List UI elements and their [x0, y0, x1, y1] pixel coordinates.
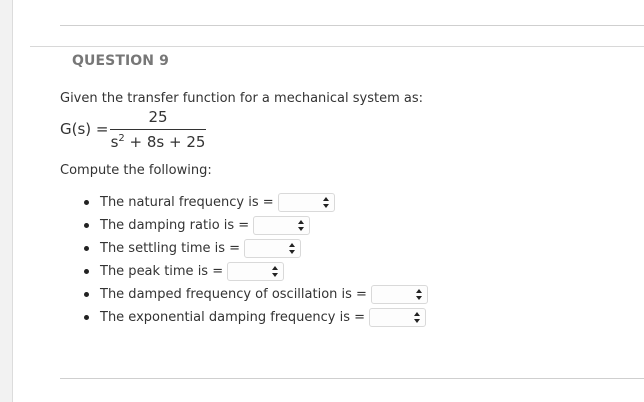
list-item: [84, 191, 428, 214]
formula-fraction: [110, 108, 206, 151]
updown-caret-icon: [323, 197, 329, 208]
item-label: The damping ratio is =: [100, 218, 250, 233]
question-intro: Given the transfer function for a mechanical system as:: [60, 91, 424, 106]
top-divider: [60, 25, 644, 26]
bullet-icon: [84, 315, 89, 320]
updown-caret-icon: [289, 243, 295, 254]
left-gutter: [0, 0, 12, 402]
formula-lhs: G(s) =: [60, 120, 109, 138]
list-item: [84, 283, 428, 306]
updown-caret-icon: [298, 220, 304, 231]
item-label: The exponential damping frequency is =: [100, 310, 365, 325]
peak-time-select[interactable]: [227, 262, 284, 281]
list-item: [84, 237, 428, 260]
bullet-icon: [84, 246, 89, 251]
updown-caret-icon: [272, 266, 278, 277]
list-item: [84, 260, 428, 283]
bottom-divider: [60, 378, 644, 379]
bullet-icon: [84, 223, 89, 228]
formula-denominator: [110, 133, 206, 151]
header-divider: [30, 46, 644, 47]
answer-list: [84, 191, 428, 329]
settling-time-select[interactable]: [244, 239, 301, 258]
exponential-damping-frequency-select[interactable]: [369, 308, 426, 327]
bullet-icon: [84, 200, 89, 205]
natural-frequency-select[interactable]: [278, 193, 335, 212]
den-rest: + 8s + 25: [129, 133, 206, 151]
item-label: The natural frequency is =: [100, 195, 274, 210]
updown-caret-icon: [416, 289, 422, 300]
question-title: QUESTION 9: [72, 53, 169, 69]
list-item: [84, 306, 428, 329]
item-label: The damped frequency of oscillation is =: [100, 287, 367, 302]
bullet-icon: [84, 269, 89, 274]
den-s: s: [110, 133, 119, 151]
damped-frequency-select[interactable]: [371, 285, 428, 304]
compute-label: Compute the following:: [60, 163, 212, 178]
list-item: [84, 214, 428, 237]
formula-numerator: 25: [148, 108, 168, 126]
item-label: The peak time is =: [100, 264, 224, 279]
bullet-icon: [84, 292, 89, 297]
updown-caret-icon: [414, 312, 420, 323]
fraction-bar: [110, 129, 206, 130]
item-label: The settling time is =: [100, 241, 241, 256]
damping-ratio-select[interactable]: [253, 216, 310, 235]
den-exponent: 2: [118, 133, 125, 144]
